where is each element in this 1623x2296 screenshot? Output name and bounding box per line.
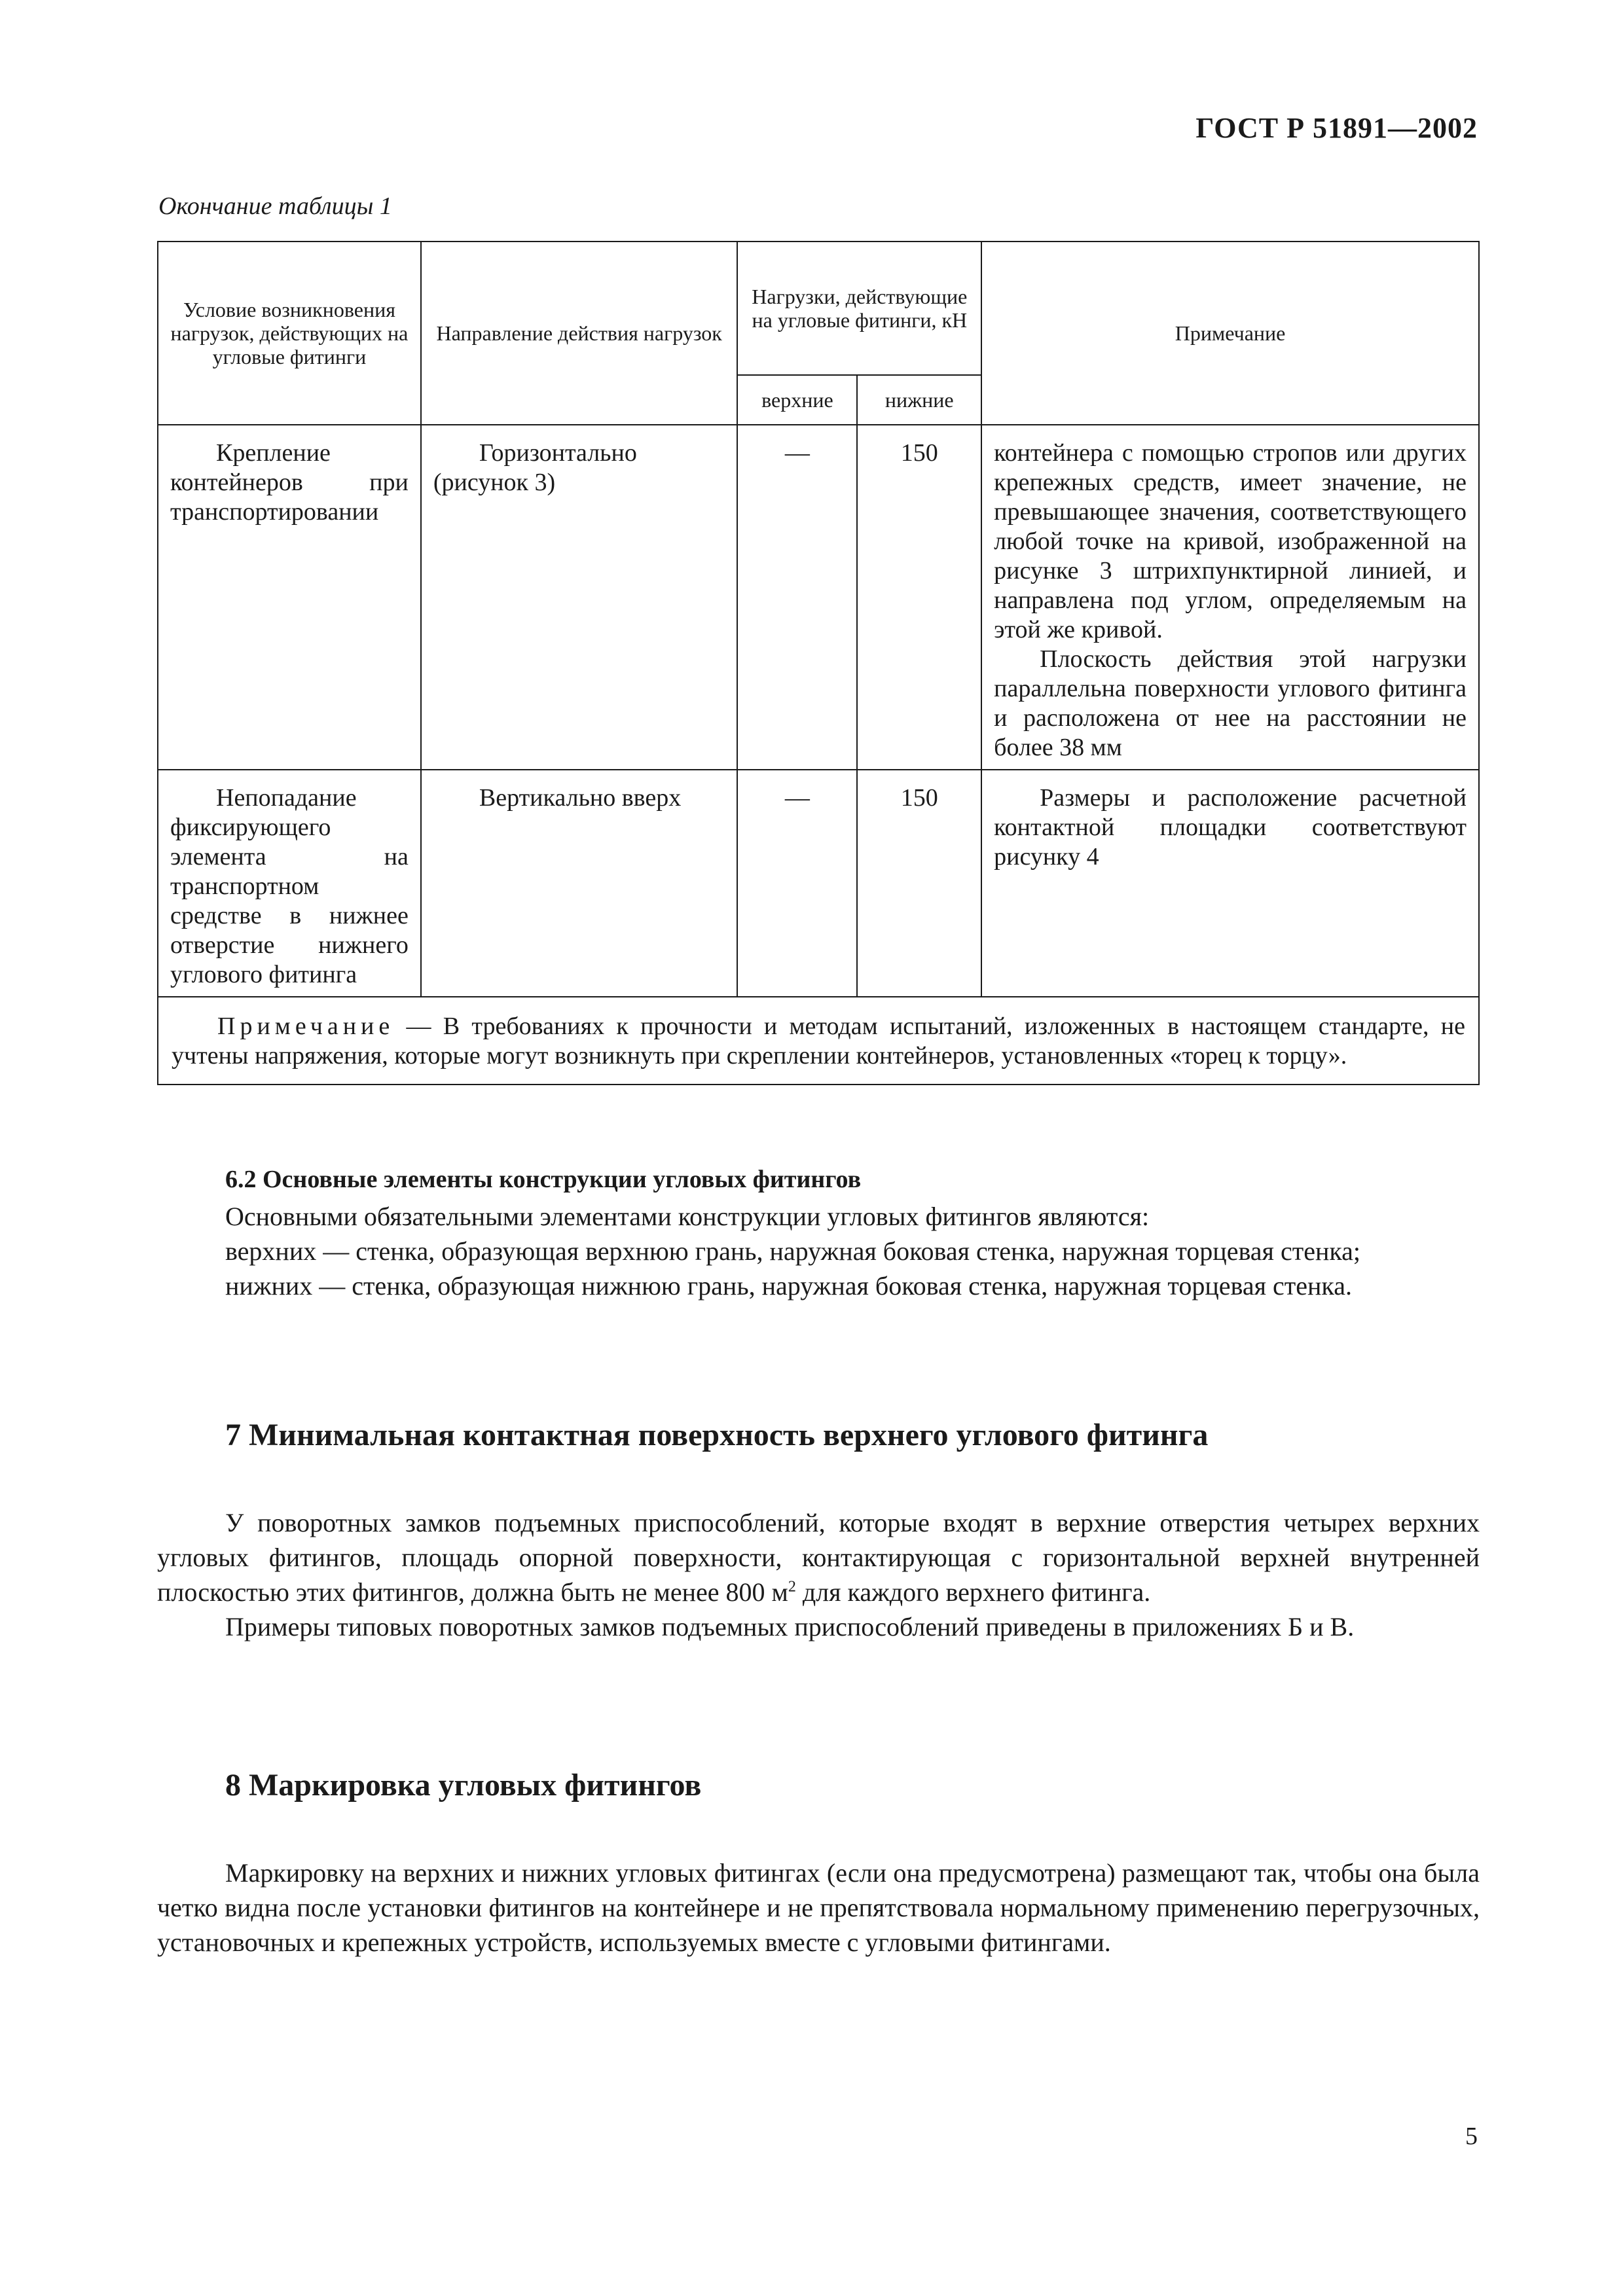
- col-header-lower: нижние: [857, 375, 981, 425]
- paragraph-text: [157, 1505, 1480, 1609]
- cell-note-paragraph: Плоскость действия этой нагрузки параллельна поверхности углового фитинга и расположена от нее на расстоянии не более 38 мм: [994, 645, 1467, 761]
- paragraph-text: Примеры типовых поворотных замков подъемных приспособлений приведены в приложениях Б и В.: [225, 1612, 1355, 1641]
- cell-upper: —: [737, 770, 857, 997]
- cell-direction: Вертикально вверх: [421, 770, 738, 997]
- col-header-direction: Направление действия нагрузок: [421, 242, 738, 425]
- paragraph: [157, 1505, 1480, 1644]
- table-caption: Окончание таблицы 1: [158, 192, 392, 220]
- document-code: ГОСТ Р 51891—2002: [1195, 112, 1478, 144]
- loads-table: [157, 241, 1480, 1085]
- paragraph-text: Основными обязательными элементами конструкции угловых фитингов являются:: [225, 1202, 1150, 1231]
- col-header-note: Примечание: [981, 242, 1479, 425]
- col-header-condition: Условие возникновения нагрузок, действующих на угловые фитинги: [158, 242, 421, 425]
- cell-note: [981, 425, 1479, 770]
- cell-lower: 150: [857, 425, 981, 770]
- table-row: [158, 770, 1479, 997]
- cell-direction: Горизонтально (рисунок 3): [421, 425, 738, 770]
- cell-lower: 150: [857, 770, 981, 997]
- page-number: 5: [1465, 2123, 1478, 2150]
- table-row: [158, 425, 1479, 770]
- subsection-title: 6.2 Основные элементы конструкции угловых фитингов: [225, 1166, 862, 1193]
- footnote-label: Примечание: [217, 1013, 395, 1040]
- table-header-row: [158, 242, 1479, 375]
- table-footnote-row: [158, 997, 1479, 1085]
- cell-note-paragraph: контейнера с помощью стропов или других крепежных средств, имеет значение, не превышающее значения, соответствующего любой точке на кривой, изображенной на рисунке 3 штрихпунктирной линией, и направлена под углом, определяемым на этой же кривой.: [994, 439, 1467, 643]
- col-header-upper: верхние: [737, 375, 857, 425]
- section-title: 7 Минимальная контактная поверхность верхнего углового фитинга: [225, 1418, 1209, 1452]
- paragraph-text: верхних — стенка, образующая верхнюю грань, наружная боковая стенка, наружная торцевая стенка;: [225, 1236, 1361, 1266]
- section-title: 8 Маркировка угловых фитингов: [225, 1768, 702, 1803]
- cell-condition: Непопадание фиксирующего элемента на транспортном средстве в нижнее отверстие нижнего углового фитинга: [158, 770, 421, 997]
- cell-note: Размеры и расположение расчетной контактной площадки соответствуют рисунку 4: [981, 770, 1479, 997]
- superscript: 2: [788, 1578, 796, 1596]
- paragraph: [157, 1856, 1480, 1960]
- cell-upper: —: [737, 425, 857, 770]
- col-header-loads: Нагрузки, действующие на угловые фитинги, кН: [737, 242, 981, 375]
- cell-condition: Крепление контейнеров при транспортировании: [158, 425, 421, 770]
- table-footnote: [158, 997, 1479, 1085]
- paragraph-text-part: У поворотных замков подъемных приспособлений, которые входят в верхние отверстия четырех верхних угловых фитингов, площадь опорной поверхности, контактирующая с горизонтальной верхней внутренней плоскостью этих фитингов, должна быть не менее 800 м: [157, 1508, 1480, 1607]
- paragraph-text-part: для каждого верхнего фитинга.: [795, 1577, 1151, 1607]
- footnote-text: — В требованиях к прочности и методам испытаний, изложенных в настоящем стандарте, не учтены напряжения, которые могут возникнуть при скреплении контейнеров, установленных «торец к торцу».: [172, 1013, 1465, 1069]
- paragraph-text: нижних — стенка, образующая нижнюю грань, наружная боковая стенка, наружная торцевая стенка.: [225, 1271, 1353, 1300]
- paragraph-text: Маркировку на верхних и нижних угловых фитингах (если она предусмотрена) размещают так, чтобы она была четко видна после установки фитингов на контейнере и не препятствовала нормальному применению перегрузочных, установочных и крепежных устройств, используемых вместе с угловыми фитингами.: [157, 1858, 1480, 1957]
- paragraph: [157, 1199, 1480, 1303]
